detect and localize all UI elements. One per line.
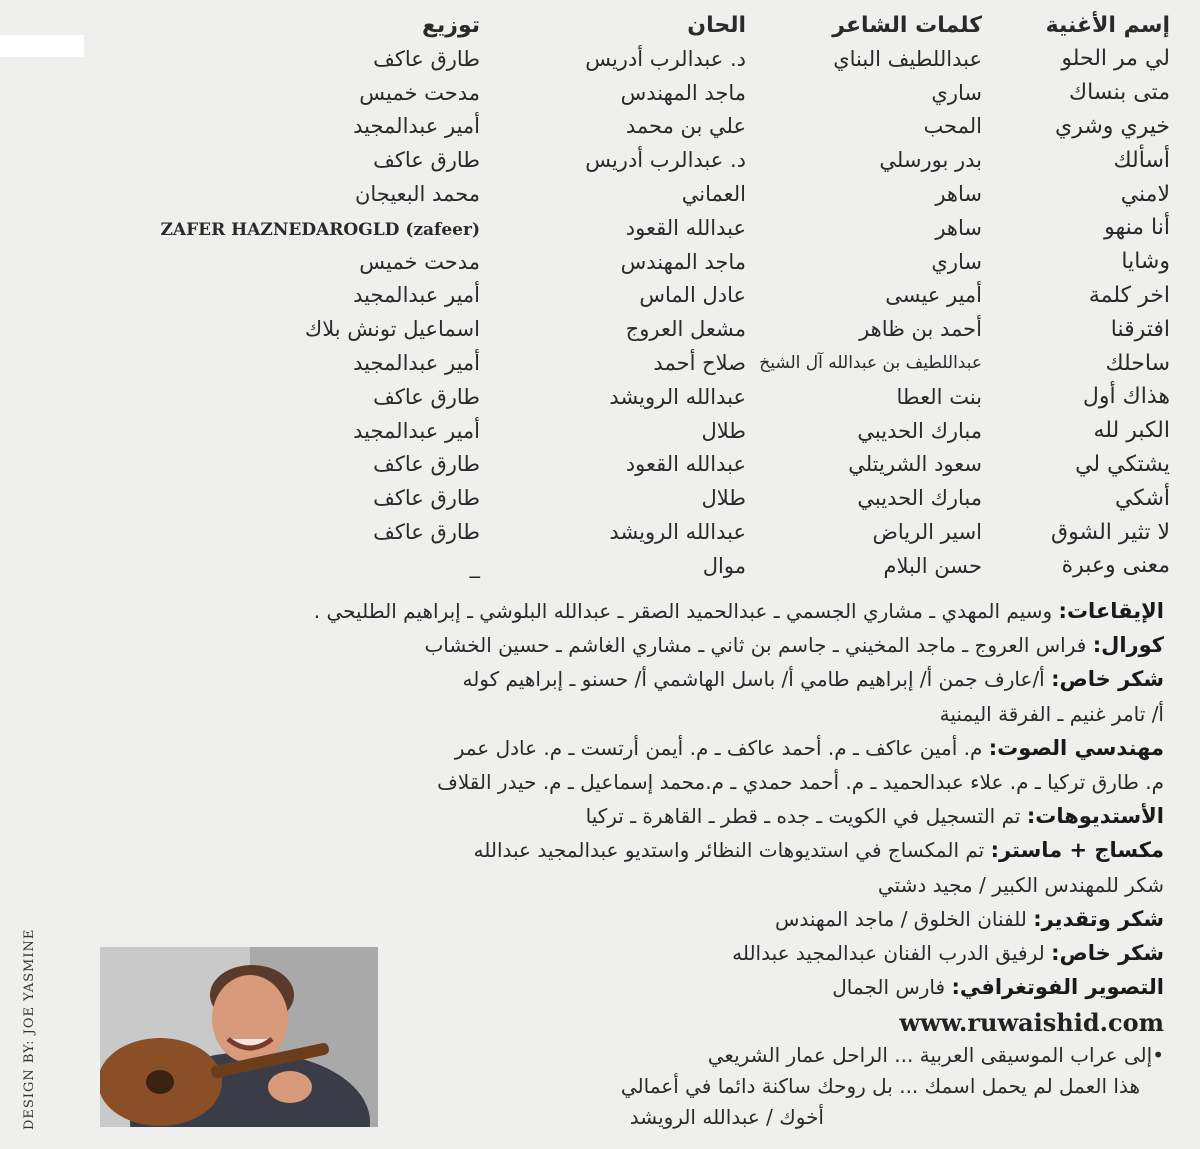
poet-name: سعود الشريتلي — [848, 452, 982, 477]
song-name: معنى وعبرة — [1061, 553, 1170, 579]
composer-name: طلال — [701, 418, 746, 443]
song-name: افترقنا — [1110, 316, 1170, 342]
credit-mixing — [14, 833, 1164, 867]
website-url: www.ruwaishid.com — [899, 1008, 1164, 1037]
table-row — [100, 76, 1170, 110]
credit-text: وسيم المهدي ـ مشاري الجسمي ـ عبدالحميد الصقر ـ عبدالله البلوشي ـ إبراهيم الطليحي . — [313, 599, 1053, 623]
poet-name: بدر بورسلي — [879, 148, 982, 173]
distributor-name: أمير عبدالمجيد — [353, 351, 480, 376]
composer-name: عبدالله الرويشد — [609, 520, 746, 545]
song-name: ساحلك — [1105, 350, 1170, 376]
distributor-name: أمير عبدالمجيد — [353, 114, 480, 139]
poet-name: حسن البلام — [883, 553, 982, 578]
credit-rhythm — [14, 594, 1164, 628]
table-row — [100, 177, 1170, 211]
composer-name: د. عبدالرب أدريس — [585, 46, 746, 71]
song-name: أشكي — [1114, 485, 1170, 511]
credit-text: تم التسجيل في الكويت ـ جده ـ قطر ـ القاهرة ـ تركيا — [585, 804, 1021, 829]
credit-text: تم المكساج في استديوهات النظائر واستديو عبدالمجيد عبدالله — [473, 838, 985, 863]
poet-name: ساري — [931, 80, 982, 105]
song-name: وشايا — [1121, 249, 1170, 275]
distributor-name: اسماعيل تونش بلاك — [304, 317, 480, 342]
credit-appreciation — [14, 902, 1164, 936]
distributor-name — [160, 216, 484, 240]
artist-with-oud-image — [100, 947, 378, 1127]
song-name: أنا منهو — [1104, 215, 1170, 241]
song-name: لامني — [1120, 181, 1170, 207]
composer-name: عبدالله القعود — [625, 452, 746, 477]
poet-name: مبارك الحديبي — [857, 418, 982, 443]
credit-text: لرفيق الدرب الفنان عبدالمجيد عبدالله — [732, 940, 1045, 965]
distributor-name: طارق عاكف — [373, 384, 480, 409]
dedication-block — [404, 1006, 1164, 1133]
credit-text: للفنان الخلوق / ماجد المهندس — [774, 906, 1027, 931]
header-distribution: توزيع — [421, 12, 480, 38]
table-row — [100, 481, 1170, 515]
song-name: أسألك — [1113, 147, 1170, 173]
header-poet: كلمات الشاعر — [832, 12, 982, 38]
credit-text: فراس العروج ـ ماجد المخيني ـ جاسم بن ثاني ـ مشاري الغاشم ـ حسين الخشاب — [424, 633, 1087, 658]
composer-name: ماجد المهندس — [620, 249, 746, 274]
credit-label: شكر خاص: — [1051, 667, 1164, 692]
credit-label: شكر وتقدير: — [1033, 906, 1164, 931]
designer-credit: DESIGN BY: JOE YASMINE — [22, 928, 37, 1130]
song-name: لي مر الحلو — [1061, 46, 1170, 72]
table-row — [100, 245, 1170, 279]
credit-label: الأستديوهات: — [1026, 804, 1164, 829]
poet-name: مبارك الحديبي — [857, 486, 982, 511]
credit-label: مهندسي الصوت: — [988, 735, 1164, 760]
composer-name: العماني — [681, 182, 746, 207]
dedication-line: هذا العمل لم يحمل اسمك ... بل روحك ساكنة دائما في أعمالي — [620, 1074, 1140, 1098]
credit-text: فارس الجمال — [832, 975, 946, 1000]
distributor-name: أمير عبدالمجيد — [353, 283, 480, 308]
credit-text: أ/عارف جمن أ/ إبراهيم طامي أ/ باسل الهاشمي أ/ حسنو ـ إبراهيم كوله — [462, 667, 1045, 692]
poet-name: ساري — [931, 249, 982, 274]
credit-studios — [14, 799, 1164, 833]
table-row — [100, 42, 1170, 76]
composer-name: ماجد المهندس — [620, 80, 746, 105]
distributor-name: محمد البعيجان — [354, 182, 480, 207]
credit-text: شكر للمهندس الكبير / مجيد دشتي — [877, 872, 1164, 897]
artist-photo — [100, 947, 378, 1127]
table-row — [100, 211, 1170, 245]
distributor-name: مدحت خميس — [359, 249, 480, 274]
credit-label: الإيقاعات: — [1058, 599, 1164, 623]
table-row — [100, 110, 1170, 144]
credit-text: أ/ تامر غنيم ـ الفرقة اليمنية — [939, 701, 1164, 726]
song-name: هذاك أول — [1082, 384, 1170, 410]
composer-name: عادل الماس — [639, 283, 746, 308]
credit-label: التصوير الفوتغرافي: — [951, 975, 1164, 1000]
poet-name: بنت العطا — [896, 384, 982, 409]
distributor-name: طارق عاكف — [373, 452, 480, 477]
composer-name: عبدالله الرويشد — [609, 384, 746, 409]
table-row — [100, 143, 1170, 177]
distributor-name: طارق عاكف — [373, 486, 480, 511]
credit-text: م. طارق تركيا ـ م. علاء عبدالحميد ـ م. أحمد حمدي ـ م.محمد إسماعيل ـ م. حيدر القلاف — [437, 769, 1164, 794]
header-composer: الحان — [687, 12, 746, 38]
credit-choir — [14, 628, 1164, 662]
credit-sound-engineers — [14, 731, 1164, 765]
song-name: الكبر لله — [1093, 418, 1170, 444]
distributor-name: طارق عاكف — [373, 520, 480, 545]
poet-name: المحب — [923, 114, 982, 139]
dedication-line: •إلى عراب الموسيقى العربية ... الراحل عمار الشريعي — [707, 1043, 1164, 1067]
distributor-name: مدحت خميس — [359, 80, 480, 105]
credit-text: م. أمين عاكف ـ م. أحمد عاكف ـ م. أيمن أرتست ـ م. عادل عمر — [454, 735, 983, 760]
table-row — [100, 279, 1170, 313]
distributor-name: طارق عاكف — [373, 46, 480, 71]
credit-sound-engineers-cont — [14, 765, 1164, 799]
composer-name: عبدالله القعود — [625, 215, 746, 240]
corner-patch — [0, 35, 84, 57]
table-row — [100, 414, 1170, 448]
credit-special-thanks-cont — [14, 697, 1164, 731]
distributor-name: طارق عاكف — [373, 148, 480, 173]
composer-name: موال — [702, 553, 746, 578]
table-row — [100, 380, 1170, 414]
song-name: متى بنساك — [1069, 80, 1170, 106]
song-name: خيري وشري — [1054, 113, 1170, 139]
composer-name: صلاح أحمد — [653, 351, 746, 376]
table-row — [100, 448, 1170, 482]
table-row — [100, 346, 1170, 380]
distributor-name: _ — [469, 553, 480, 578]
composer-name: مشعل العروج — [625, 317, 746, 342]
composer-name: طلال — [701, 486, 746, 511]
poet-name: ساهر — [935, 182, 982, 207]
table-row — [100, 515, 1170, 549]
poet-name: اسير الرياض — [872, 520, 982, 545]
songs-credits-table — [100, 8, 1170, 583]
song-name: يشتكي لي — [1075, 451, 1170, 477]
song-name: اخر كلمة — [1088, 282, 1170, 308]
composer-name: علي بن محمد — [625, 114, 746, 139]
table-header-row — [100, 8, 1170, 42]
poet-name: أمير عيسى — [885, 283, 982, 308]
composer-name: د. عبدالرب أدريس — [585, 148, 746, 173]
header-song: إسم الأغنية — [1045, 12, 1170, 38]
credit-special-thanks — [14, 662, 1164, 696]
distributor-name: أمير عبدالمجيد — [353, 418, 480, 443]
poet-name: عبداللطيف بن عبدالله آل الشيخ — [759, 353, 982, 374]
poet-name: ساهر — [935, 215, 982, 240]
table-row — [100, 549, 1170, 583]
production-credits — [14, 594, 1164, 1004]
dedication-signature: أخوك / عبدالله الرويشد — [629, 1105, 824, 1129]
poet-name: أحمد بن ظاهر — [859, 317, 982, 342]
table-row — [100, 312, 1170, 346]
credit-label: شكر خاص: — [1051, 940, 1164, 965]
credit-mixing-cont — [14, 868, 1164, 902]
distributor-name-latin: ZAFER HAZNEDAROGLD (zafeer) — [160, 219, 480, 240]
song-name: لا تثير الشوق — [1051, 519, 1170, 545]
credit-label: كورال: — [1092, 633, 1164, 658]
credit-label: مكساج + ماستر: — [990, 838, 1164, 863]
poet-name: عبداللطيف البناي — [833, 46, 982, 71]
